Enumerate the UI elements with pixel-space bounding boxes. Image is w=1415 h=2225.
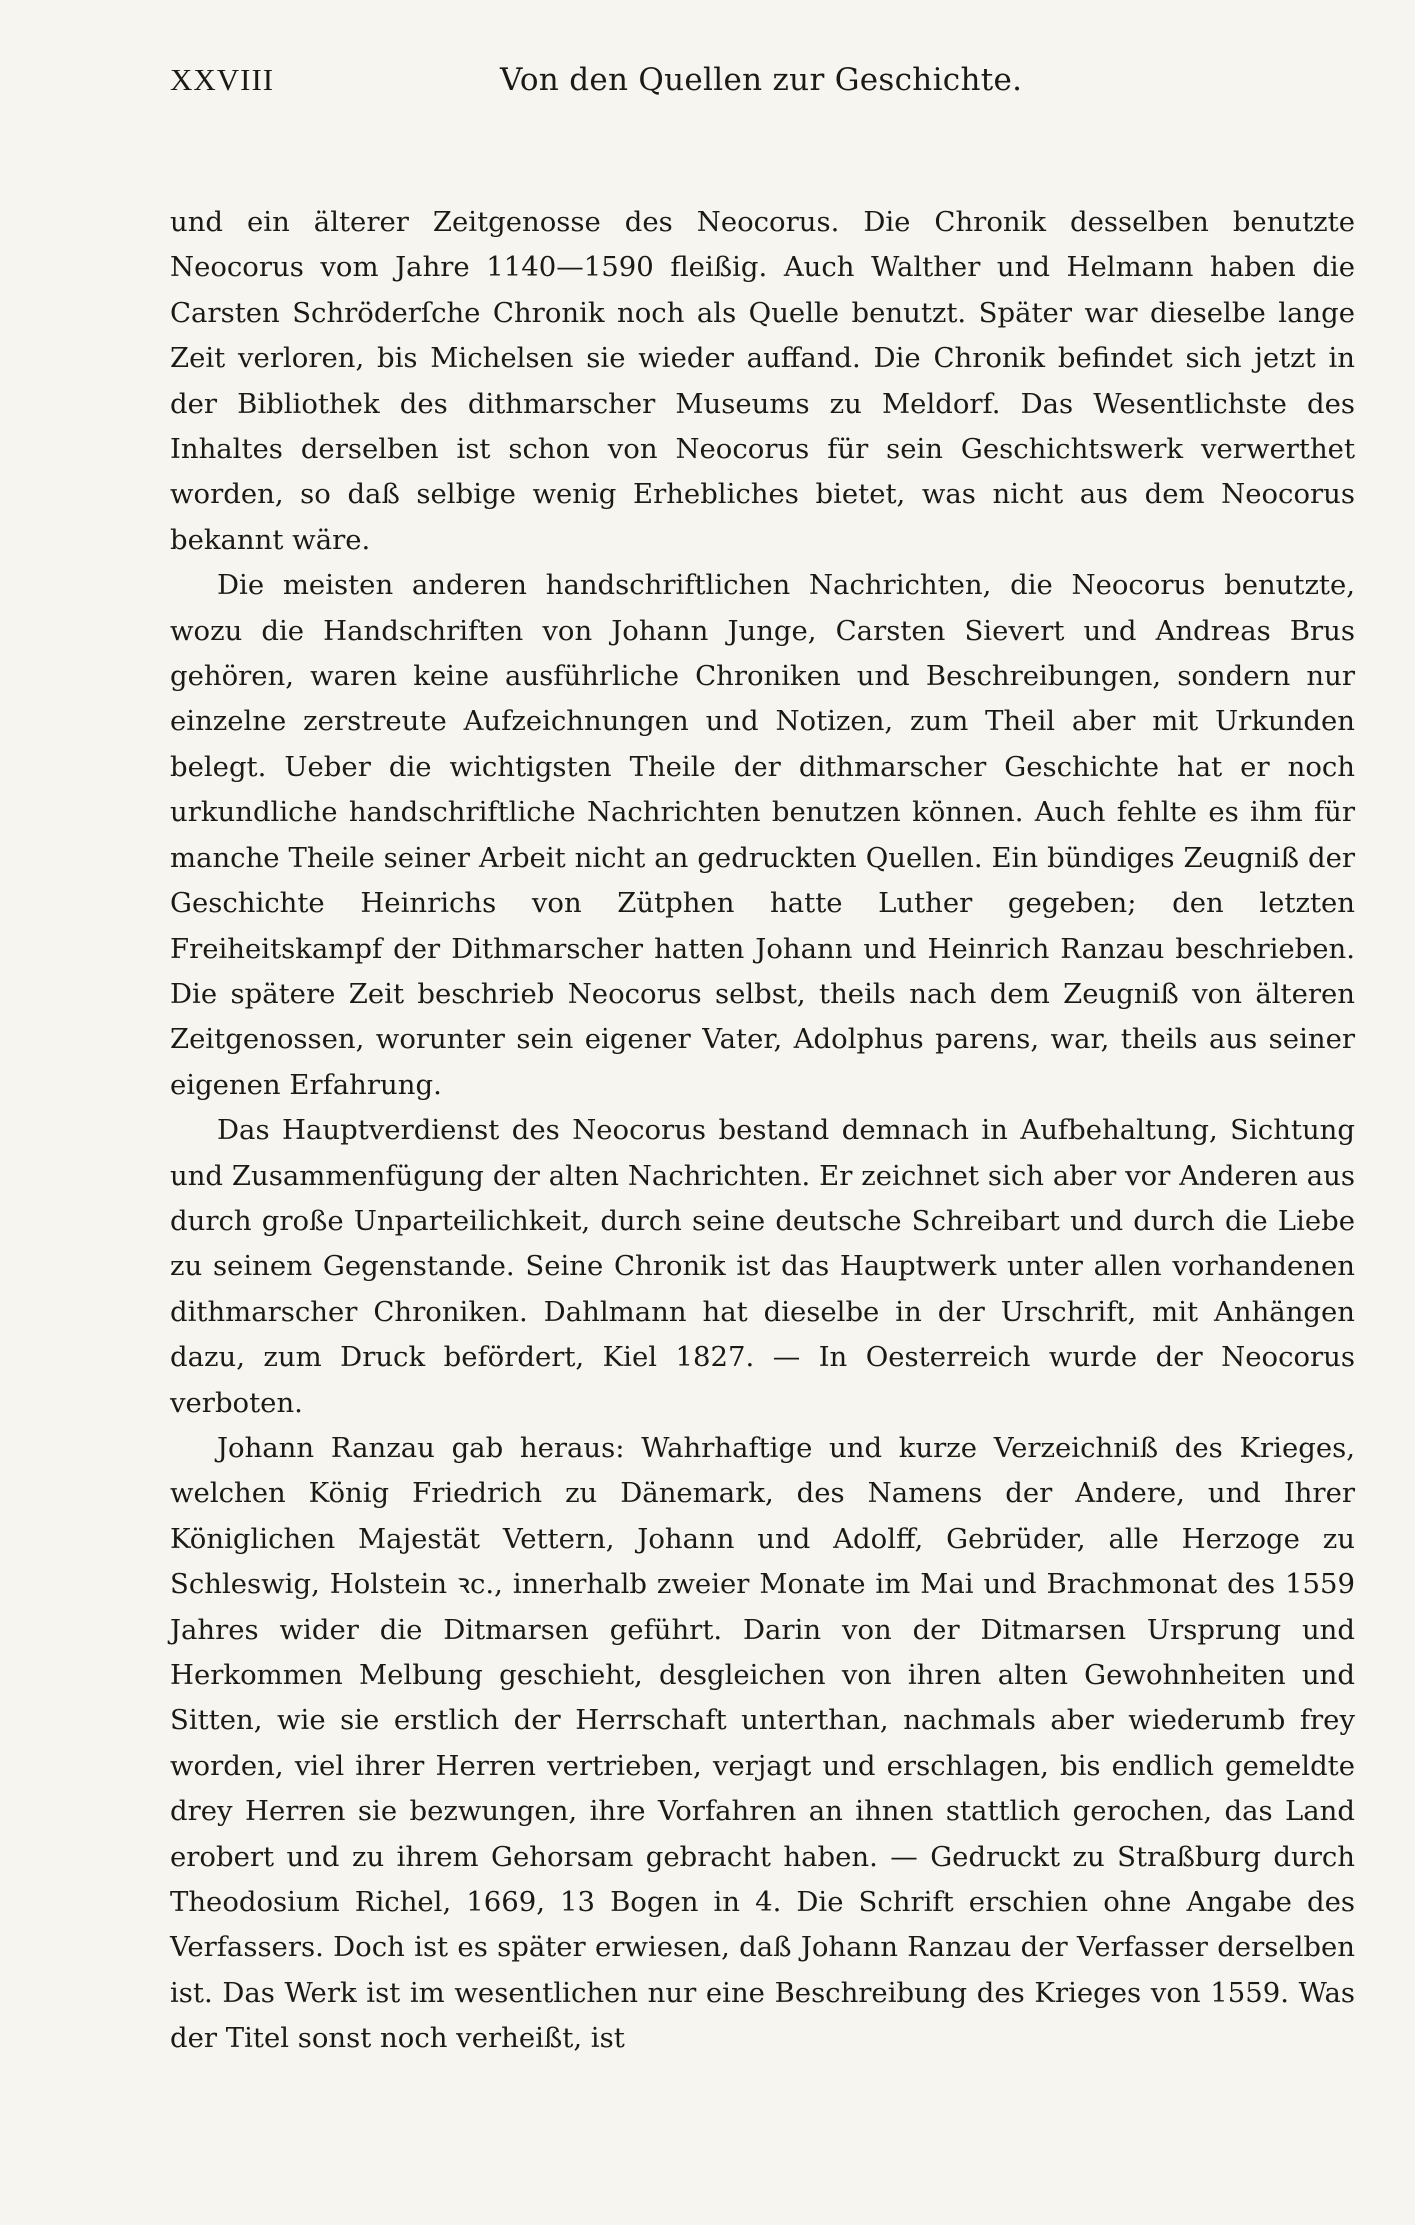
paragraph-merit: Das Hauptverdienst des Neocorus bestand demnach in Aufbehaltung, Sichtung und Zusammenfügung der alten Nachrichten. Er zeichnet sich aber vor Anderen aus durch große Unparteilichkeit, durch seine deutsche Schreibart und durch die Liebe zu seinem Gegenstande. Seine Chronik ist das Hauptwerk unter allen vorhandenen dithmarscher Chroniken. Dahlmann hat dieselbe in der Urschrift, mit Anhängen dazu, zum Druck befördert, Kiel 1827. — In Oesterreich wurde der Neocorus verboten. [170,1114,1355,1419]
page-number: XXVIII [170,62,275,97]
paragraph-continuation: und ein älterer Zeitgenosse des Neocorus. Die Chronik desselben benutzte Neocorus vom Jahre 1140—1590 fleißig. Auch Walther und Helmann haben die Carsten Schröderſche Chronik noch als Quelle benutzt. Später war dieselbe lange Zeit verloren, bis Michelsen sie wieder auffand. Die Chronik befindet sich jetzt in der Bibliothek des dithmarscher Museums zu Meldorf. Das Wesentlichste des Inhaltes derselben ist schon von Neocorus für sein Geschichtswerk verwerthet worden, so daß selbige wenig Erhebliches bietet, was nicht aus dem Neocorus bekannt wäre. [170,206,1355,556]
running-title: Von den Quellen zur Geschichte. [500,62,1023,98]
body-text [170,200,1355,2062]
paragraph-ranzau: Johann Ranzau gab heraus: Wahrhaftige und kurze Verzeichniß des Krieges, welchen König Friedrich zu Dänemark, des Namens der Andere, und Ihrer Königlichen Majestät Vettern, Johann und Adolff, Gebrüder, alle Herzoge zu Schleswig, Holstein ꝛc., innerhalb zweier Monate im Mai und Brachmonat des 1559 Jahres wider die Ditmarsen geführt. Darin von der Ditmarsen Ursprung und Herkommen Melbung geschieht, desgleichen von ihren alten Gewohnheiten und Sitten, wie sie erstlich der Herrschaft unterthan, nachmals aber wiederumb frey worden, viel ihrer Herren vertrieben, verjagt und erschlagen, bis endlich gemeldte drey Herren sie bezwungen, ihre Vorfahren an ihnen stattlich gerochen, das Land erobert und zu ihrem Gehorsam gebracht haben. — Gedruckt zu Straßburg durch Theodosium Richel, 1669, 13 Bogen in 4. Die Schrift erschien ohne Angabe des Verfassers. Doch ist es später erwiesen, daß Johann Ranzau der Verfasser derselben ist. Das Werk ist im wesentlichen nur eine Beschreibung des Krieges von 1559. Was der Titel sonst noch verheißt, ist [170,1431,1355,2055]
page-header [170,62,1355,120]
paragraph-sources: Die meisten anderen handschriftlichen Nachrichten, die Neocorus benutzte, wozu die Handschriften von Johann Junge, Carsten Sievert und Andreas Brus gehören, waren keine ausführliche Chroniken und Beschreibungen, sondern nur einzelne zerstreute Aufzeichnungen und Notizen, zum Theil aber mit Urkunden belegt. Ueber die wichtigsten Theile der dithmarscher Geschichte hat er noch urkundliche handschriftliche Nachrichten benutzen können. Auch fehlte es ihm für manche Theile seiner Arbeit nicht an gedruckten Quellen. Ein bündiges Zeugniß der Geschichte Heinrichs von Zütphen hatte Luther gegeben; den letzten Freiheitskampf der Dithmarscher hatten Johann und Heinrich Ranzau beschrieben. Die spätere Zeit beschrieb Neocorus selbst, theils nach dem Zeugniß von älteren Zeitgenossen, worunter sein eigener Vater, Adolphus parens, war, theils aus seiner eigenen Erfahrung. [170,569,1355,1101]
